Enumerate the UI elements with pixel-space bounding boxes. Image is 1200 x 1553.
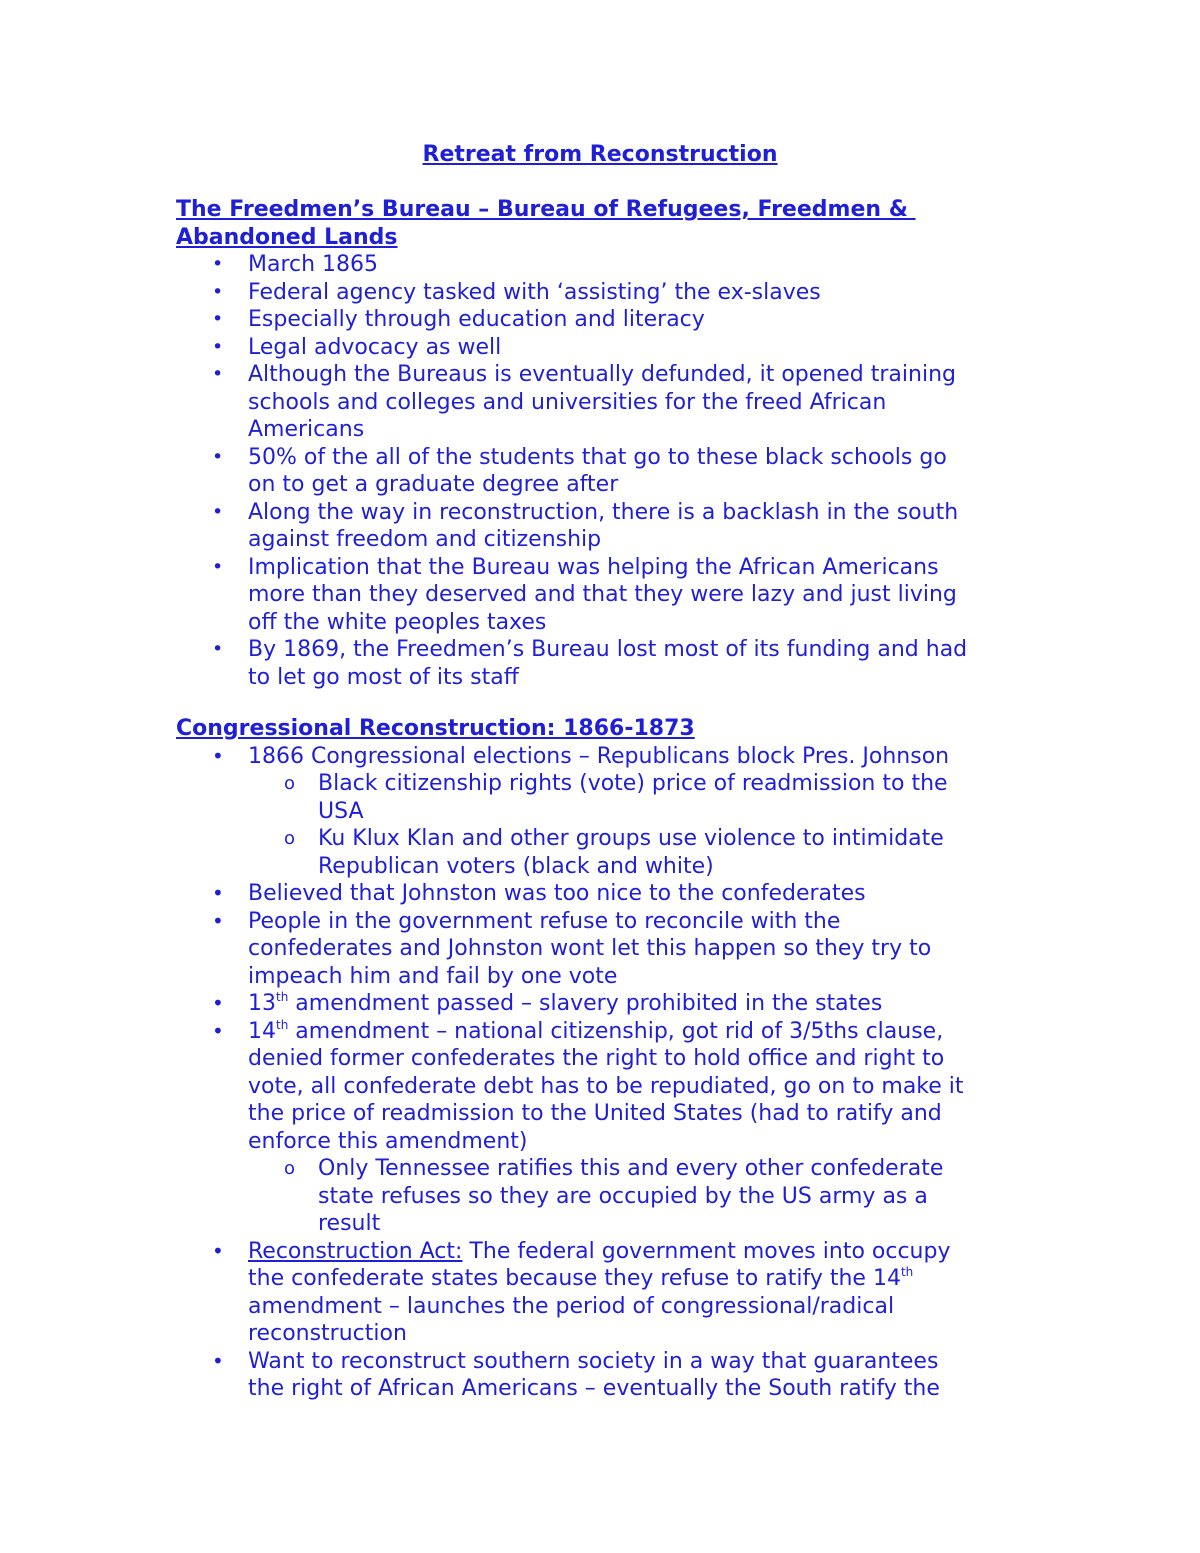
item-text-line: the right of African Americans – eventually the South ratify the (248, 1376, 940, 1401)
item-text-line: state refuses so they are occupied by the US army as a (318, 1183, 928, 1209)
bullet-marker: • (212, 555, 224, 578)
item-text-line: vote, all confederate debt has to be repudiated, go on to make it (248, 1073, 964, 1099)
list-item (176, 334, 1026, 362)
ordinal-suffix: th (900, 1265, 914, 1279)
item-text-line: Legal advocacy as well (248, 334, 502, 360)
item-text-line: impeach him and fail by one vote (248, 963, 618, 989)
item-text-line: By 1869, the Freedmen’s Bureau lost most of its funding and had (248, 637, 968, 662)
ordinal-suffix: th (276, 1017, 289, 1032)
bullet-marker: • (212, 308, 224, 330)
document-title: Retreat from Reconstruction (422, 142, 778, 167)
sub-bullet-marker: o (284, 1158, 296, 1179)
list-item (176, 880, 1026, 908)
item-text-line: enforce this amendment) (248, 1128, 528, 1154)
item-text-line: off the white peoples taxes (248, 609, 547, 635)
item-text-line: Believed that Johnston was too nice to the confederates (248, 881, 866, 906)
bullet-marker: • (212, 445, 224, 468)
list-item (176, 1018, 1026, 1238)
list-item (176, 251, 1026, 279)
list-item (176, 636, 1026, 691)
section-congressional-reconstruction (176, 715, 1026, 1403)
bullet-marker: • (212, 908, 224, 933)
bullet-marker: • (212, 280, 224, 303)
item-text-line: Along the way in reconstruction, there is a backlash in the south (248, 499, 959, 525)
section-heading-freedmens-bureau (176, 196, 1026, 251)
heading-line: The Freedmen’s Bureau – Bureau of Refugees, Freedmen & (176, 197, 916, 222)
item-text-line: denied former confederates the right to hold office and right to (248, 1046, 945, 1071)
item-text-line: Only Tennessee ratifies this and every other confederate (318, 1156, 944, 1181)
item-text-line: Although the Bureaus is eventually defunded, it opened training (248, 362, 956, 387)
item-text-line: result (318, 1211, 381, 1236)
item-text-line: amendment – launches the period of congressional/radical (248, 1293, 895, 1319)
bullet-marker: • (212, 881, 224, 905)
bullet-marker: • (212, 363, 224, 385)
bullet-list (176, 743, 1026, 1403)
amendment-number: 14 (248, 1018, 276, 1044)
list-item (176, 908, 1026, 991)
item-text-line: Republican voters (black and white) (318, 853, 714, 879)
bullet-list (176, 251, 1026, 691)
sub-list-item (176, 825, 1026, 880)
bullet-marker: • (212, 638, 224, 660)
item-text-line: 1866 Congressional elections – Republicans block Pres. Johnson (248, 743, 950, 769)
bullet-marker: • (212, 335, 224, 358)
item-text-line: on to get a graduate degree after (248, 472, 619, 497)
item-text-line: the price of readmission to the United States (had to ratify and (248, 1101, 942, 1126)
item-text-line: schools and colleges and universities for the freed African (248, 389, 887, 415)
item-text-line: March 1865 (248, 252, 379, 277)
item-text-line: 50% of the all of the students that go to these black schools go (248, 444, 947, 470)
list-item (176, 1348, 1026, 1403)
item-text-line: to let go most of its staff (248, 664, 519, 690)
list-item (176, 306, 1026, 334)
bullet-marker: • (212, 253, 224, 275)
sub-list-item (176, 1155, 1026, 1238)
item-text-line: amendment – national citizenship, got rid of 3/5ths clause, (288, 1018, 944, 1044)
bullet-marker: • (212, 500, 224, 523)
item-text-line: Federal agency tasked with ‘assisting’ the ex-slaves (248, 279, 821, 305)
item-text-line: Want to reconstruct southern society in a way that guarantees (248, 1348, 939, 1374)
bullet-marker: • (212, 1238, 224, 1263)
bullet-marker: • (212, 1018, 224, 1043)
amendment-number: 13 (248, 991, 276, 1016)
item-text-line: amendment passed – slavery prohibited in the states (288, 991, 883, 1016)
list-item (176, 990, 1026, 1018)
heading-line: Abandoned Lands (176, 224, 398, 250)
ordinal-suffix: th (276, 990, 289, 1004)
list-item (176, 361, 1026, 444)
item-text-line: Implication that the Bureau was helping the African Americans (248, 554, 939, 580)
item-text-line: more than they deserved and that they were lazy and just living (248, 582, 957, 607)
item-text-line: Black citizenship rights (vote) price of readmission to the (318, 771, 948, 796)
list-item (176, 743, 1026, 881)
item-text-line: USA (318, 798, 364, 824)
sub-bullet-marker: o (284, 828, 296, 849)
bullet-marker: • (212, 1348, 224, 1373)
item-text-line: Ku Klux Klan and other groups use violence to intimidate (318, 826, 944, 851)
item-text-line: confederates and Johnston wont let this happen so they try to (248, 936, 932, 961)
item-text-line: Americans (248, 417, 365, 442)
section-freedmens-bureau (176, 196, 1026, 691)
item-text-line: People in the government refuse to reconcile with the (248, 908, 841, 934)
bullet-marker: • (212, 991, 224, 1015)
item-text-line: reconstruction (248, 1321, 407, 1346)
section-heading-congressional-reconstruction: Congressional Reconstruction: 1866-1873 (176, 716, 695, 741)
item-text-line: against freedom and citizenship (248, 527, 602, 552)
sub-list-item (176, 770, 1026, 825)
term-label: Reconstruction Act: (248, 1238, 463, 1264)
list-item (176, 444, 1026, 499)
list-item (176, 279, 1026, 307)
sub-bullet-marker: o (284, 773, 296, 794)
list-item (176, 554, 1026, 637)
item-text-line: the confederate states because they refuse to ratify the 14 (248, 1266, 901, 1291)
bullet-marker: • (212, 743, 224, 768)
item-text-line: The federal government moves into occupy (462, 1238, 951, 1264)
item-text-line: Especially through education and literacy (248, 307, 705, 332)
list-item (176, 499, 1026, 554)
list-item (176, 1238, 1026, 1348)
